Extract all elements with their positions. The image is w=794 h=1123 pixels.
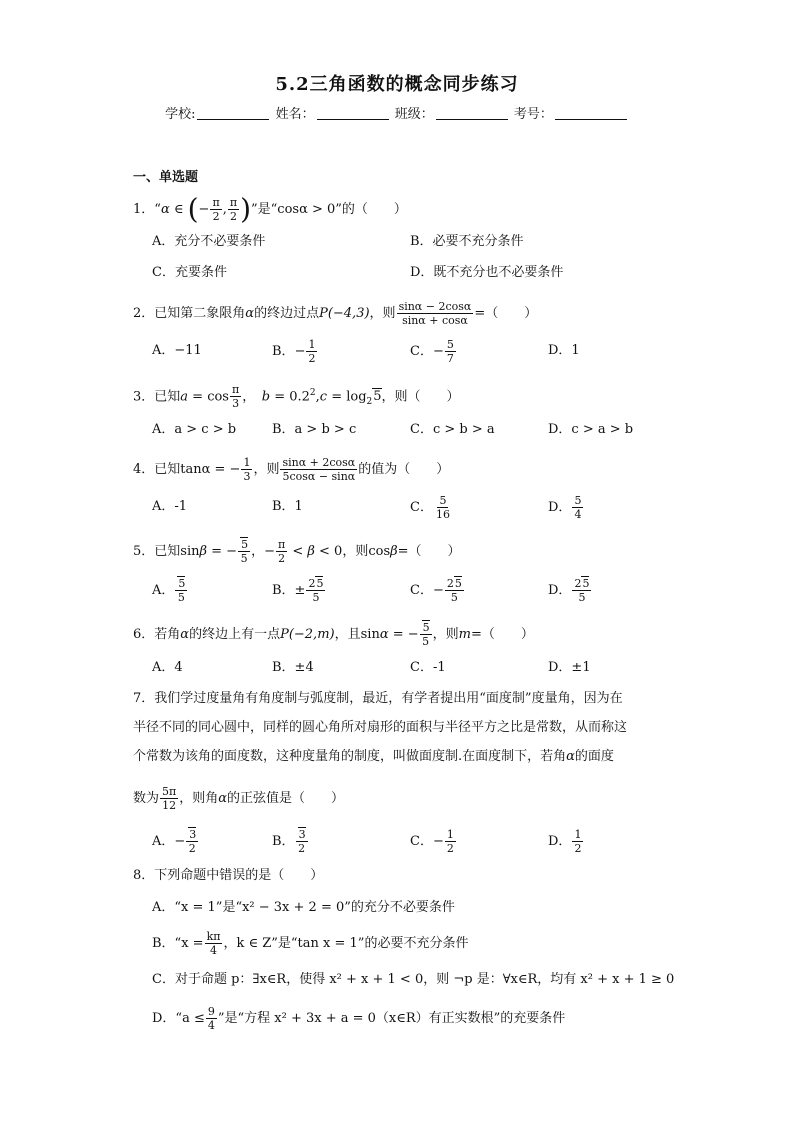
q4-option-c[interactable]: C． $\frac{5}{16}$ xyxy=(410,494,450,521)
question-6: 6．若角α的终边上有一点P(−2,m)，且sinα = − $\frac{5}{5}$ ，则m=（ ） xyxy=(133,621,534,648)
name-blank[interactable] xyxy=(317,107,389,120)
q1-option-c[interactable]: C．充要条件 xyxy=(152,265,227,280)
q3-option-d[interactable]: D．c > a > b xyxy=(548,422,634,437)
question-8: 8．下列命题中错误的是（ ） xyxy=(133,868,324,883)
q1-option-a[interactable]: A．充分不必要条件 xyxy=(152,234,266,249)
page-title: 5.2三角函数的概念同步练习 xyxy=(275,74,519,95)
q6-option-c[interactable]: C．-1 xyxy=(410,660,446,675)
question-1: 1．“α ∈ (− $\frac{\pi}{2}$ , $\frac{\pi}{2}$ )”是“cosα > 0”的（ ） xyxy=(133,192,407,226)
q6-option-b[interactable]: B．±4 xyxy=(272,660,314,675)
q4-option-d[interactable]: D． $\frac{5}{4}$ xyxy=(548,494,582,521)
q8-option-b[interactable]: B．“x = $\frac{k\pi}{4}$ ，k ∈ Z”是“tan x = 1”的必要不充分条件 xyxy=(152,930,469,957)
question-3: 3．已知a = cos $\frac{\pi}{3}$ ， $b = 0.2^2,c = \log_25$，则（ ） xyxy=(133,383,460,411)
q7-option-d[interactable]: D． $\frac{1}{2}$ xyxy=(548,828,582,855)
question-7-line-3: 个常数为该角的面度数，这种度量角的制度，叫做面度制.在面度制下，若角α的面度 xyxy=(133,749,614,764)
q8-option-a[interactable]: A．“x = 1”是“x² − 3x + 2 = 0”的充分不必要条件 xyxy=(152,900,455,915)
q1-option-b[interactable]: B．必要不充分条件 xyxy=(410,234,524,249)
school-blank[interactable] xyxy=(197,107,269,120)
q3-option-a[interactable]: A．a > c > b xyxy=(152,422,237,437)
q7-option-c[interactable]: C．− $\frac{1}{2}$ xyxy=(410,828,454,855)
q4-option-b[interactable]: B．1 xyxy=(272,499,303,514)
question-5: 5．已知sinβ = − $\frac{5}{5}$ ，− $\frac{\pi}{2}$ < β < 0，则cosβ=（ ） xyxy=(133,538,461,565)
q2-option-a[interactable]: A．−11 xyxy=(152,343,202,358)
q2-option-d[interactable]: D．1 xyxy=(548,343,580,358)
q1-option-d[interactable]: D．既不充分也不必要条件 xyxy=(410,265,564,280)
q3-option-b[interactable]: B．a > b > c xyxy=(272,422,357,437)
school-label: 学校: xyxy=(165,107,196,122)
question-7-line-4: 数为 $\frac{5\pi}{12}$ ，则角α的正弦值是（ ） xyxy=(133,785,345,812)
q5-option-c[interactable]: C．− $\frac{25}{5}$ xyxy=(410,577,462,604)
q5-option-b[interactable]: B．± $\frac{25}{5}$ xyxy=(272,577,324,604)
question-7-line-1: 7．我们学过度量角有角度制与弧度制，最近，有学者提出用“面度制”度量角，因为在 xyxy=(133,691,623,706)
class-blank[interactable] xyxy=(436,107,508,120)
q4-option-a[interactable]: A．-1 xyxy=(152,499,188,514)
section-heading: 一、单选题 xyxy=(133,170,199,185)
q7-option-b[interactable]: B． $\frac{3}{2}$ xyxy=(272,828,306,855)
q3-option-c[interactable]: C．c > b > a xyxy=(410,422,495,437)
student-info-line xyxy=(0,103,794,122)
q6-option-d[interactable]: D．±1 xyxy=(548,660,591,675)
question-7-line-2: 半径不同的同心圆中，同样的圆心角所对扇形的面积与半径平方之比是常数，从而称这 xyxy=(133,720,628,735)
exam-no-blank[interactable] xyxy=(555,107,627,120)
question-4: 4．已知tanα = − $\frac{1}{3}$ ，则 $\frac{\sin\alpha + 2\cos\alpha}{5\cos\alpha - \sin\alpha}$ 的值为（ ） xyxy=(133,456,450,483)
exam-no-label: 考号： xyxy=(513,107,553,122)
q8-option-d[interactable]: D．“a ≤ $\frac{9}{4}$ ”是“方程 x² + 3x + a = 0（x∈R）有正实数根”的充要条件 xyxy=(152,1005,566,1032)
q2-option-c[interactable]: C．− $\frac{5}{7}$ xyxy=(410,338,454,365)
q8-option-c[interactable]: C．对于命题 p：∃x∈R，使得 x² + x + 1 < 0，则 ¬p 是：∀x∈R，均有 x² + x + 1 ≥ 0 xyxy=(152,972,675,987)
q5-option-a[interactable]: A． $\frac{5}{5}$ xyxy=(152,577,186,604)
q6-option-a[interactable]: A．4 xyxy=(152,660,183,675)
q5-option-d[interactable]: D． $\frac{25}{5}$ xyxy=(548,577,590,604)
q2-option-b[interactable]: B．− $\frac{1}{2}$ xyxy=(272,338,316,365)
question-2: 2．已知第二象限角α的终边过点P(−4,3)，则 $\frac{\sin\alpha - 2\cos\alpha}{\sin\alpha + \cos\alpha}$ =（ ） xyxy=(133,300,538,327)
q7-option-a[interactable]: A．− $\frac{3}{2}$ xyxy=(152,828,197,855)
name-label: 姓名： xyxy=(275,107,315,122)
class-label: 班级： xyxy=(394,107,434,122)
